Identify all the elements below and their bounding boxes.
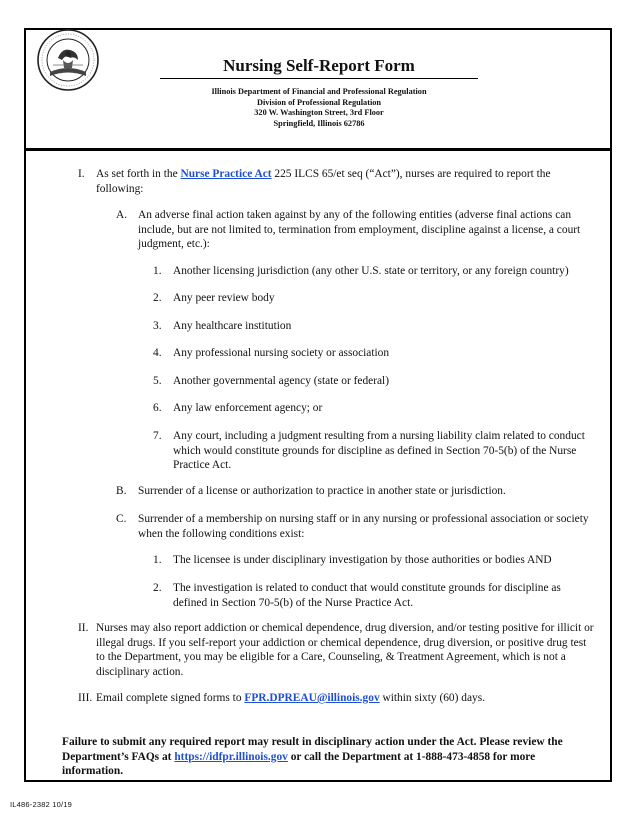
list-text: The investigation is related to conduct that would constitute grounds for discipline as defined in Section 70-5(b) of the Nurse Practice Act. xyxy=(173,582,561,609)
form-title: Nursing Self-Report Form xyxy=(223,56,415,75)
item-text: An adverse final action taken against by any of the following entities (adverse final actions can include, but are not limited to, termination from employment, discipline against a license, a court judgment, etc.): xyxy=(138,209,581,250)
list-text: Any law enforcement agency; or xyxy=(173,402,323,414)
section-iii-text-after: within sixty (60) days. xyxy=(379,692,485,704)
item-text: Surrender of a membership on nursing staff or in any nursing or professional association or society when the following conditions exist: xyxy=(138,513,589,540)
form-number: IL486-2382 10/19 xyxy=(10,800,73,809)
list-marker: 2. xyxy=(153,582,162,594)
agency-line: Illinois Department of Financial and Professional Regulation xyxy=(211,87,427,96)
list-marker: 3. xyxy=(153,320,162,332)
footer-text-before: Failure to submit any required report may result in disciplinary action under the Act. Please review the Department’s FAQs at xyxy=(62,736,563,763)
list-marker: 1. xyxy=(153,554,162,566)
list-text: Any healthcare institution xyxy=(173,320,292,332)
email-link[interactable]: FPR.DPREAU@illinois.gov xyxy=(244,692,380,704)
section-i-text-after: 225 ILCS 65/et seq (“Act”), nurses are required to report the following: xyxy=(96,168,551,195)
section-marker: II. xyxy=(78,622,89,634)
section-iii-text-before: Email complete signed forms to xyxy=(96,692,245,704)
list-text: Any professional nursing society or association xyxy=(173,347,390,359)
list-text: Any court, including a judgment resulting from a nursing liability claim related to conduct which would constitute grounds for discipline as defined in Section 70-5(b) of the Nurse Practice Act. xyxy=(173,430,585,471)
list-marker: 6. xyxy=(153,402,162,414)
agency-address xyxy=(160,87,478,129)
item-marker: A. xyxy=(116,209,128,221)
list-text: Another licensing jurisdiction (any other U.S. state or territory, or any foreign country) xyxy=(173,265,569,277)
agency-line: 320 W. Washington Street, 3rd Floor xyxy=(254,108,384,117)
title-divider xyxy=(160,78,478,79)
item-marker: B. xyxy=(116,485,127,497)
agency-line: Division of Professional Regulation xyxy=(256,97,382,107)
list-marker: 1. xyxy=(153,265,162,277)
list-marker: 4. xyxy=(153,347,162,359)
section-i-text-before: As set forth in the xyxy=(96,168,181,180)
state-seal-icon xyxy=(36,28,100,92)
section-i-text xyxy=(96,167,578,196)
header-divider xyxy=(26,148,610,151)
agency-line: Springfield, Illinois 62786 xyxy=(273,118,365,128)
list-marker: 2. xyxy=(153,292,162,304)
item-text: Surrender of a license or authorization to practice in another state or jurisdiction. xyxy=(138,485,506,497)
section-marker: III. xyxy=(78,692,93,704)
faq-link[interactable]: https://idfpr.illinois.gov xyxy=(174,750,288,763)
footer-notice xyxy=(62,735,582,779)
item-marker: C. xyxy=(116,513,127,525)
section-marker: I. xyxy=(78,168,85,180)
list-text: Any peer review body xyxy=(173,292,275,304)
list-marker: 7. xyxy=(153,430,162,442)
list-marker: 5. xyxy=(153,375,162,387)
nurse-practice-act-link[interactable]: Nurse Practice Act xyxy=(180,168,272,180)
list-text: The licensee is under disciplinary investigation by those authorities or bodies AND xyxy=(173,554,552,566)
section-ii-text: Nurses may also report addiction or chemical dependence, drug diversion, and/or testing positive for illicit or illegal drugs. If you self-report your addiction or chemical dependence, drug diversion, or positive drug test to the Department, you may be eligible for a Care, Counseling, & Treatment Agreement, which is not a disciplinary action. xyxy=(96,622,594,678)
list-text: Another governmental agency (state or federal) xyxy=(173,375,390,387)
footer-text-after: or call the Department at 1-888-473-4858 for more information. xyxy=(62,750,536,777)
section-iii-text xyxy=(96,691,594,706)
